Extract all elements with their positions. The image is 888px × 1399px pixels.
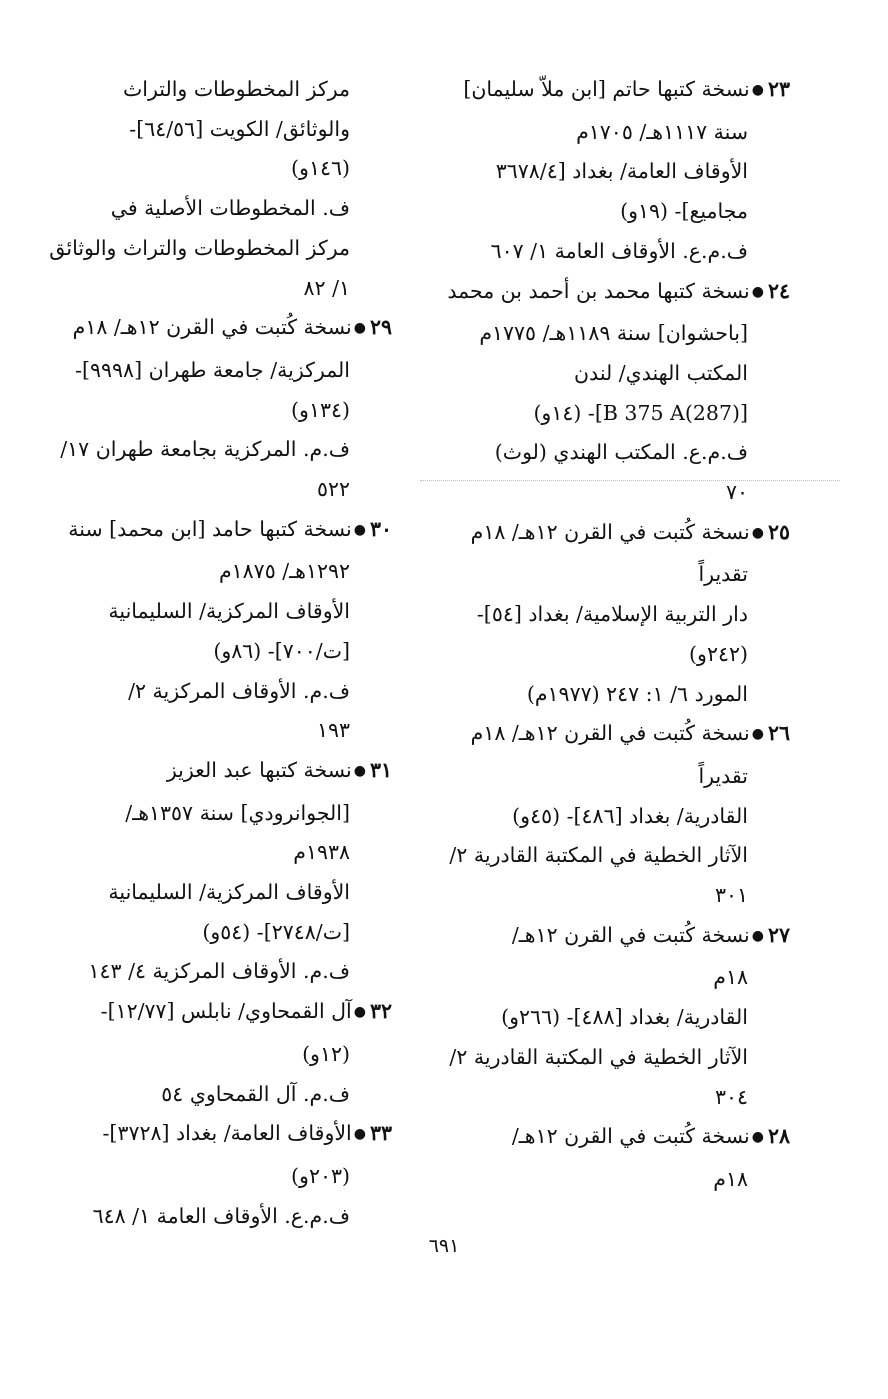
entry-text: ١٨م: [713, 965, 748, 990]
entry-line: [440, 958, 790, 998]
entry-line: [440, 433, 790, 473]
entry-line: [42, 470, 392, 510]
entry-text: نسخة كتبها حاتم [ابن ملاّ سليمان]: [463, 77, 750, 101]
entry-line: [440, 714, 790, 757]
entry-number: ٢٩: [369, 315, 392, 340]
entry-text: نسخة كُتبت في القرن ١٢هـ/: [511, 1124, 750, 1149]
entry-line: [42, 711, 392, 751]
entry-text: ١٨م: [713, 1166, 748, 1191]
entry-text: [ت/٢٧٤٨]- (٥٤و): [202, 919, 350, 944]
bullet-icon: ●: [353, 762, 366, 779]
entry-line: [440, 555, 790, 595]
entry-text: المركزية/ جامعة طهران [٩٩٩٨]-: [75, 357, 350, 382]
entry-text: (١٤٦و): [291, 156, 350, 181]
entry-text: [باحشوان] سنة ١١٨٩هـ/ ١٧٧٥م: [479, 321, 748, 346]
bullet-icon: ●: [751, 283, 764, 300]
entry-line: [42, 992, 392, 1035]
entry-text: والوثائق/ الكويت [٦٤/٥٦]-: [129, 116, 350, 141]
bullet-icon: ●: [353, 320, 366, 337]
entry-line: [42, 552, 392, 592]
bullet-icon: ●: [751, 82, 764, 98]
entry-text: ف.م. الأوقاف المركزية ٢/: [128, 678, 350, 703]
entry-text: نسخة كتبها عبد العزيز: [166, 757, 352, 782]
bullet-icon: ●: [353, 521, 366, 538]
bullet-icon: ●: [751, 726, 764, 743]
entry-text: المكتب الهندي/ لندن: [574, 360, 748, 385]
entry-text: نسخة كُتبت في القرن ١٢هـ/: [511, 922, 750, 947]
entry-text: الأوقاف العامة/ بغداد [٣٦٧٨/٤: [495, 159, 748, 184]
entry: [42, 308, 392, 510]
entry-line: [42, 189, 392, 229]
entry-line: [42, 751, 392, 794]
entry-line: [42, 794, 392, 834]
entry: [42, 992, 392, 1114]
entry-line: [440, 473, 790, 513]
entry-text: ف. المخطوطات الأصلية في: [110, 196, 350, 221]
entry-line: [42, 351, 392, 391]
entry-number: ٢٦: [767, 721, 790, 746]
entry-line: [42, 70, 392, 110]
entry-line: [42, 308, 392, 351]
entry-text: آل القمحاوي/ نابلس [١٢/٧٧]-: [100, 999, 352, 1024]
entry-line: [440, 152, 790, 192]
entry-line: [42, 913, 392, 953]
entry-line: [440, 1038, 790, 1078]
entry-number: ٣٠: [369, 516, 392, 541]
entry: [440, 70, 790, 272]
entry-text: ف.م.ع. المكتب الهندي (لوث): [494, 440, 748, 465]
entry-line: [440, 272, 790, 315]
entry-text: نسخة كُتبت في القرن ١٢هـ/ ١٨م: [72, 315, 352, 340]
bullet-icon: ●: [751, 1129, 764, 1146]
entry-line: [42, 229, 392, 269]
entry-line: [42, 510, 392, 553]
entry-line: [42, 110, 392, 150]
entry-text: القادرية/ بغداد [٤٨٦]- (٤٥و): [512, 803, 748, 828]
entry: [42, 751, 392, 992]
entry-text: القادرية/ بغداد [٤٨٨]- (٢٦٦و): [501, 1005, 748, 1030]
entry-line: [440, 675, 790, 715]
entry-line: [42, 1157, 392, 1197]
entry-line: [440, 70, 790, 113]
bullet-icon: ●: [751, 524, 764, 541]
entry-text: المورد ٦/ ١: ٢٤٧ (١٩٧٧م): [526, 681, 748, 706]
entry-line: [440, 1078, 790, 1118]
entry-text: ٣٠١: [714, 883, 748, 908]
entry-line: [440, 314, 790, 354]
entry: [440, 513, 790, 715]
entry-text: نسخة كُتبت في القرن ١٢هـ/ ١٨م: [470, 519, 750, 544]
entry-text: (٢٠٣و): [291, 1163, 350, 1188]
entry-text: ١٩٣: [316, 718, 350, 743]
entry-text: ٣٠٤: [714, 1084, 748, 1109]
entry-text: الأوقاف العامة/ بغداد [٣٧٢٨]-: [102, 1121, 352, 1146]
bullet-icon: ●: [353, 1126, 366, 1143]
entry-text: الأوقاف المركزية/ السليمانية: [108, 880, 350, 905]
entry-text: نسخة كتبها حامد [ابن محمد] سنة: [68, 516, 352, 541]
entry-line: [42, 1114, 392, 1157]
right-column: [440, 70, 790, 1200]
entry-text: الآثار الخطية في المكتبة القادرية ٢/: [449, 1044, 748, 1069]
entry-line: [42, 1197, 392, 1237]
entry-line: [440, 916, 790, 959]
entry-line: [42, 592, 392, 632]
entry-number: ٢٧: [767, 922, 790, 947]
entry-number: ٢٥: [767, 519, 790, 544]
entry-line: [42, 391, 392, 431]
entry-text: ٥٢٢: [316, 477, 350, 502]
entry-text: ف.م. آل القمحاوي ٥٤: [161, 1081, 350, 1106]
entry-line: [440, 113, 790, 153]
entry-line: [42, 632, 392, 672]
entry-line: [42, 269, 392, 309]
entry: [42, 510, 392, 751]
entry-text: سنة ١١١٧هـ/ ١٧٠٥م: [576, 119, 748, 144]
entry-line: [42, 1035, 392, 1075]
entry-line: [440, 595, 790, 635]
entry-text: (١٢و): [302, 1041, 350, 1066]
entry-text: ١/ ٨٢: [303, 275, 350, 300]
entry-text: (١٣٤و): [291, 397, 350, 422]
entry-line: [42, 952, 392, 992]
entry-line: [440, 232, 790, 272]
entry: [440, 1117, 790, 1199]
entry-text: (٢٤٢و): [689, 641, 748, 666]
entry-line: [42, 1075, 392, 1115]
entry-line: [440, 635, 790, 675]
entry-line: [440, 1160, 790, 1200]
entry-line: [440, 513, 790, 556]
entry-text: دار التربية الإسلامية/ بغداد [٥٤]-: [476, 602, 748, 627]
entry-text: ١٩٣٨م: [293, 840, 350, 865]
entry-text: ف.م.ع. الأوقاف العامة ١/ ٦٤٨: [92, 1203, 350, 1228]
entry-text: الآثار الخطية في المكتبة القادرية ٢/: [449, 843, 748, 868]
entry-text: نسخة كتبها محمد بن أحمد بن محمد: [447, 278, 750, 303]
entry-line: [440, 876, 790, 916]
entry-number: ٢٣: [767, 77, 790, 101]
entry-line: [440, 394, 790, 434]
entry-text: الأوقاف المركزية/ السليمانية: [108, 599, 350, 624]
entry: [440, 272, 790, 513]
entry: [42, 1114, 392, 1236]
entry-text: [ت/٧٠٠]- (٨٦و): [213, 638, 350, 663]
entry-line: [440, 757, 790, 797]
entry-text: [الجوانرودي] سنة ١٣٥٧هـ/: [125, 800, 350, 825]
entry-text: مركز المخطوطات والتراث: [122, 77, 350, 101]
entry-line: [42, 149, 392, 189]
entry-text: ف.م. المركزية بجامعة طهران ١٧/: [60, 437, 350, 462]
entry-number: ٣١: [369, 757, 392, 782]
entry-number: ٢٨: [767, 1124, 790, 1149]
entry-text: ف.م. الأوقاف المركزية ٤/ ١٤٣: [88, 959, 350, 984]
entry-text: ٧٠: [725, 480, 748, 505]
entry-text: تقديراً: [698, 763, 748, 788]
entry-text: تقديراً: [698, 562, 748, 587]
entry-number: ٢٤: [767, 278, 790, 303]
entry-number: ٣٣: [369, 1121, 392, 1146]
entry: [42, 70, 392, 308]
page-number: ٦٩١: [428, 1235, 460, 1257]
entry-text: نسخة كُتبت في القرن ١٢هـ/ ١٨م: [470, 721, 750, 746]
entry-text: مجاميع]- (١٩و): [620, 199, 748, 224]
entry-line: [42, 833, 392, 873]
entry-line: [440, 797, 790, 837]
entry: [440, 714, 790, 916]
entry-line: [440, 1117, 790, 1160]
entry-line: [440, 998, 790, 1038]
bullet-icon: ●: [353, 1004, 366, 1021]
entry-line: [42, 672, 392, 712]
left-column: [42, 70, 392, 1236]
entry-text: ف.م.ع. الأوقاف العامة ١/ ٦٠٧: [490, 238, 748, 263]
entry-line: [42, 430, 392, 470]
entry-text: ١٢٩٢هـ/ ١٨٧٥م: [218, 559, 350, 584]
entry-line: [42, 873, 392, 913]
entry-text: [(287)B 375 A]- (١٤و): [533, 400, 748, 425]
entry-line: [440, 836, 790, 876]
entry-number: ٣٢: [369, 999, 392, 1024]
entry-line: [440, 354, 790, 394]
bullet-icon: ●: [751, 927, 764, 944]
entry-text: مركز المخطوطات والتراث والوثائق: [49, 235, 350, 260]
entry-line: [440, 192, 790, 232]
entry: [440, 916, 790, 1118]
